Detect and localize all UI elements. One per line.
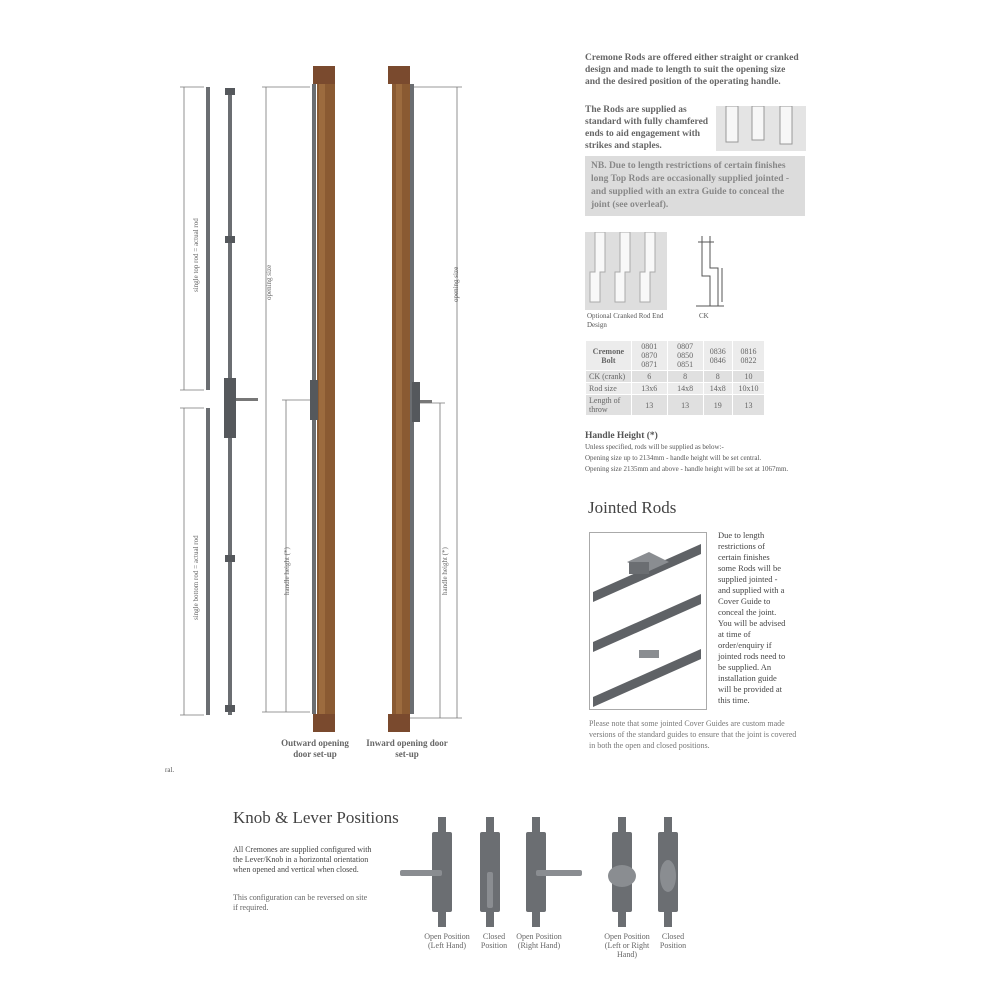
outward-opening-size-label: opening size [265, 264, 273, 300]
rod-diagram-drawing [170, 60, 500, 760]
outward-handle-height-label: handle height (*) [283, 547, 291, 595]
handle-positions-drawing [400, 812, 720, 930]
spec-cell: 6 [631, 371, 667, 383]
spec-header-cell: 0801 0870 0871 [631, 341, 667, 371]
spec-cell: 13 [732, 395, 764, 416]
intro-text: Cremone Rods are offered either straight or cranked design and made to length to suit the opening size and the desired position of the operating handle. [585, 53, 799, 87]
spec-row-label: Rod size [586, 383, 632, 395]
chamfered-rods-photo [716, 106, 806, 151]
caption-open-left: Open Position (Left Hand) [424, 932, 470, 950]
spec-header-cell: 0816 0822 [732, 341, 764, 371]
nb-box: NB. Due to length restrictions of certain finishes long Top Rods are occasionally supplied jointed - and supplied with an extra Guide to conceal the joint (see overleaf). [585, 156, 805, 216]
top-rod-label: single top rod = actual rod [192, 218, 200, 292]
jointed-rods-text: Due to length restrictions of certain finishes some Rods will be supplied jointed - and supplied with a Cover Guide to conceal the joint. You will be advised at time of order/enquiry if jointed rods need to be supplied. An installation guide will be provided at this time. [718, 530, 786, 705]
handle-height-line: Opening size 2135mm and above - handle height will be set at 1067mm. [585, 465, 789, 473]
caption-closed: Closed Position [480, 932, 508, 950]
spec-cell: 8 [703, 371, 732, 383]
jointed-rods-illustration [589, 532, 707, 710]
knob-lever-text: All Cremones are supplied configured with the Lever/Knob in a horizontal orientation when opened and vertical when closed. [233, 845, 372, 874]
inward-opening-size-label: opening size [452, 266, 460, 302]
footnote: ral. [165, 766, 175, 774]
crank-profile-diagram [688, 232, 738, 314]
spec-cell: 14x8 [667, 383, 703, 395]
spec-cell: 10 [732, 371, 764, 383]
knob-lever-title: Knob & Lever Positions [233, 808, 399, 827]
jointed-rods-title: Jointed Rods [588, 498, 677, 517]
spec-row-label: Length of throw [586, 395, 632, 416]
spec-cell: 13 [667, 395, 703, 416]
cranked-caption: Optional Cranked Rod End Design [587, 312, 664, 329]
spec-header-cell: Cremone Bolt [586, 341, 632, 371]
spec-table [585, 340, 765, 416]
spec-cell: 8 [667, 371, 703, 383]
caption-open-right: Open Position (Right Hand) [516, 932, 562, 950]
knob-lever-text-2: This configuration can be reversed on site if required. [233, 893, 368, 912]
inward-handle-height-label: handle height (*) [441, 547, 449, 595]
inward-caption: Inward opening door set-up [366, 738, 448, 759]
spec-header-cell: 0807 0850 0851 [667, 341, 703, 371]
spec-cell: 19 [703, 395, 732, 416]
spec-row-label: CK (crank) [586, 371, 632, 383]
spec-header-cell: 0836 0846 [703, 341, 732, 371]
bottom-rod-label: single bottom rod = actual rod [192, 535, 200, 620]
caption-open-knob: Open Position (Left or Right Hand) [604, 932, 650, 959]
outward-caption: Outward opening door set-up [281, 738, 349, 759]
spec-cell: 14x8 [703, 383, 732, 395]
ck-label: CK [699, 312, 709, 320]
handle-height-line: Unless specified, rods will be supplied as below:- [585, 443, 724, 451]
spec-cell: 13x6 [631, 383, 667, 395]
spec-cell: 13 [631, 395, 667, 416]
handle-height-line: Opening size up to 2134mm - handle height will be set central. [585, 454, 762, 462]
spec-cell: 10x10 [732, 383, 764, 395]
caption-closed-knob: Closed Position [659, 932, 687, 950]
cranked-rod-photo [585, 232, 667, 310]
jointed-rods-note: Please note that some jointed Cover Guides are custom made versions of the standard guides to ensure that the joint is covered in both the open and closed positions. [589, 719, 797, 750]
handle-height-title: Handle Height (*) [585, 431, 658, 441]
rods-text: The Rods are supplied as standard with fully chamfered ends to aid engagement with strikes and staples. [585, 105, 709, 151]
